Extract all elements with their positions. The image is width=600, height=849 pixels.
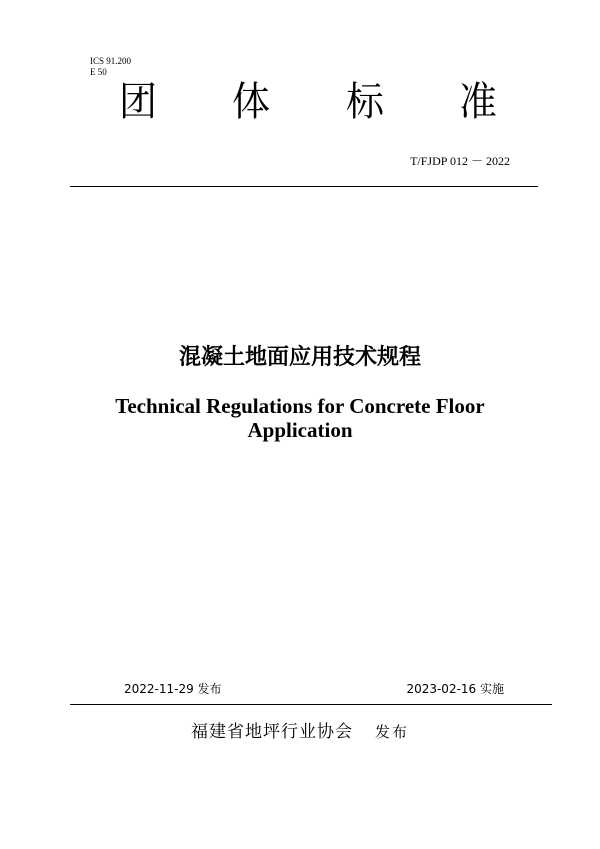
issuer-line xyxy=(0,718,600,746)
document-title-english xyxy=(0,394,600,442)
implement-date: 2023-02-16 实施 xyxy=(406,682,504,696)
english-title-line-2: Application xyxy=(247,418,353,442)
heading-char-2: 体 xyxy=(232,79,271,125)
standard-number: T/FJDP 012 － 2022 xyxy=(410,154,510,168)
heading-char-4: 准 xyxy=(458,79,497,125)
english-title-line-1: Technical Regulations for Concrete Floor xyxy=(115,394,485,418)
standard-type-heading xyxy=(118,74,498,130)
footer-divider xyxy=(70,704,552,705)
issuer-organization: 福建省地坪行业协会 xyxy=(190,722,353,742)
heading-char-1: 团 xyxy=(119,79,157,125)
ccs-code: E 50 xyxy=(90,67,107,77)
document-title-chinese: 混凝土地面应用技术规程 xyxy=(178,345,421,370)
header-divider xyxy=(70,186,538,187)
issuer-action: 发布 xyxy=(374,723,409,741)
ics-code: ICS 91.200 xyxy=(90,56,132,66)
publish-date: 2022-11-29 发布 xyxy=(124,682,222,696)
heading-char-3: 标 xyxy=(345,79,384,125)
